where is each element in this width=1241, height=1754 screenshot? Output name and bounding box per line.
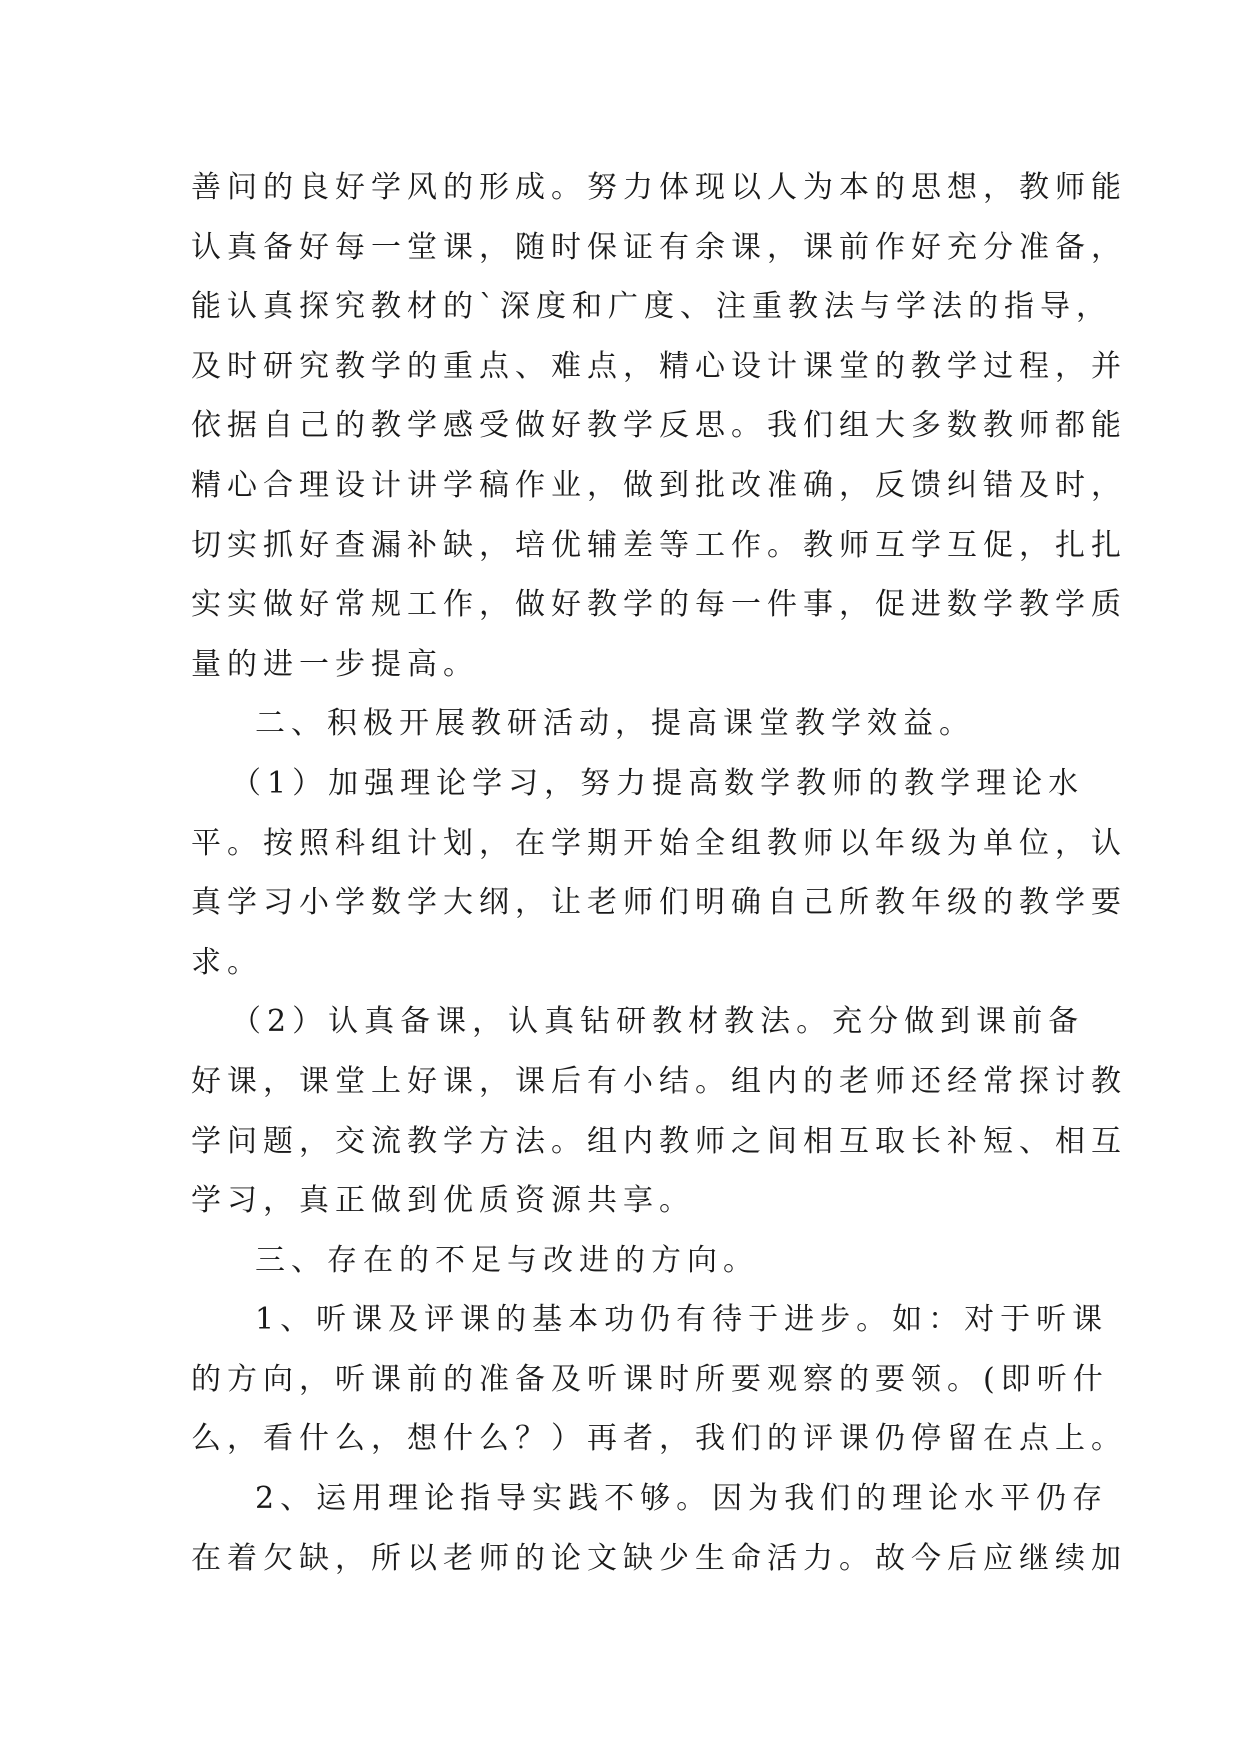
paragraph-line: 2、运用理论指导实践不够。因为我们的理论水平仍存 bbox=[255, 1481, 1109, 1517]
paragraph-line: 真学习小学数学大纲，让老师们明确自己所教年级的教学要 bbox=[191, 885, 1127, 921]
section-heading: 三、存在的不足与改进的方向。 bbox=[255, 1242, 759, 1278]
paragraph-line: 么，看什么，想什么？）再者，我们的评课仍停留在点上。 bbox=[191, 1421, 1127, 1457]
paragraph-line: （1）加强理论学习，努力提高数学教师的教学理论水 bbox=[231, 765, 1085, 801]
paragraph-line: 及时研究教学的重点、难点，精心设计课堂的教学过程，并 bbox=[191, 348, 1127, 384]
paragraph-line: 认真备好每一堂课，随时保证有余课，课前作好充分准备， bbox=[191, 229, 1127, 265]
paragraph-line: 善问的良好学风的形成。努力体现以人为本的思想，教师能 bbox=[191, 170, 1127, 205]
paragraph-line: 求。 bbox=[191, 944, 263, 980]
paragraph-line: 1、听课及评课的基本功仍有待于进步。如：对于听课 bbox=[255, 1302, 1109, 1338]
paragraph-line: 的方向，听课前的准备及听课时所要观察的要领。(即听什 bbox=[191, 1361, 1109, 1397]
paragraph-line: 实实做好常规工作，做好教学的每一件事，促进数学教学质 bbox=[191, 587, 1127, 623]
paragraph-line: 精心合理设计讲学稿作业，做到批改准确，反馈纠错及时， bbox=[191, 467, 1127, 503]
section-heading: 二、积极开展教研活动，提高课堂教学效益。 bbox=[255, 706, 975, 742]
paragraph-line: 能认真探究教材的`深度和广度、注重教法与学法的指导， bbox=[191, 289, 1112, 325]
paragraph-line: 切实抓好查漏补缺，培优辅差等工作。教师互学互促，扎扎 bbox=[191, 527, 1127, 563]
paragraph-line: 学问题，交流教学方法。组内教师之间相互取长补短、相互 bbox=[191, 1123, 1127, 1159]
paragraph-line: 学习，真正做到优质资源共享。 bbox=[191, 1183, 695, 1219]
paragraph-line: 量的进一步提高。 bbox=[191, 646, 479, 682]
paragraph-line: 依据自己的教学感受做好教学反思。我们组大多数教师都能 bbox=[191, 408, 1127, 444]
paragraph-line: 在着欠缺，所以老师的论文缺少生命活力。故今后应继续加 bbox=[191, 1540, 1127, 1576]
paragraph-line: （2）认真备课，认真钻研教材教法。充分做到课前备 bbox=[231, 1004, 1085, 1040]
paragraph-line: 好课，课堂上好课，课后有小结。组内的老师还经常探讨教 bbox=[191, 1063, 1127, 1099]
document-body bbox=[191, 158, 1127, 1588]
paragraph-line: 平。按照科组计划，在学期开始全组教师以年级为单位，认 bbox=[191, 825, 1127, 861]
